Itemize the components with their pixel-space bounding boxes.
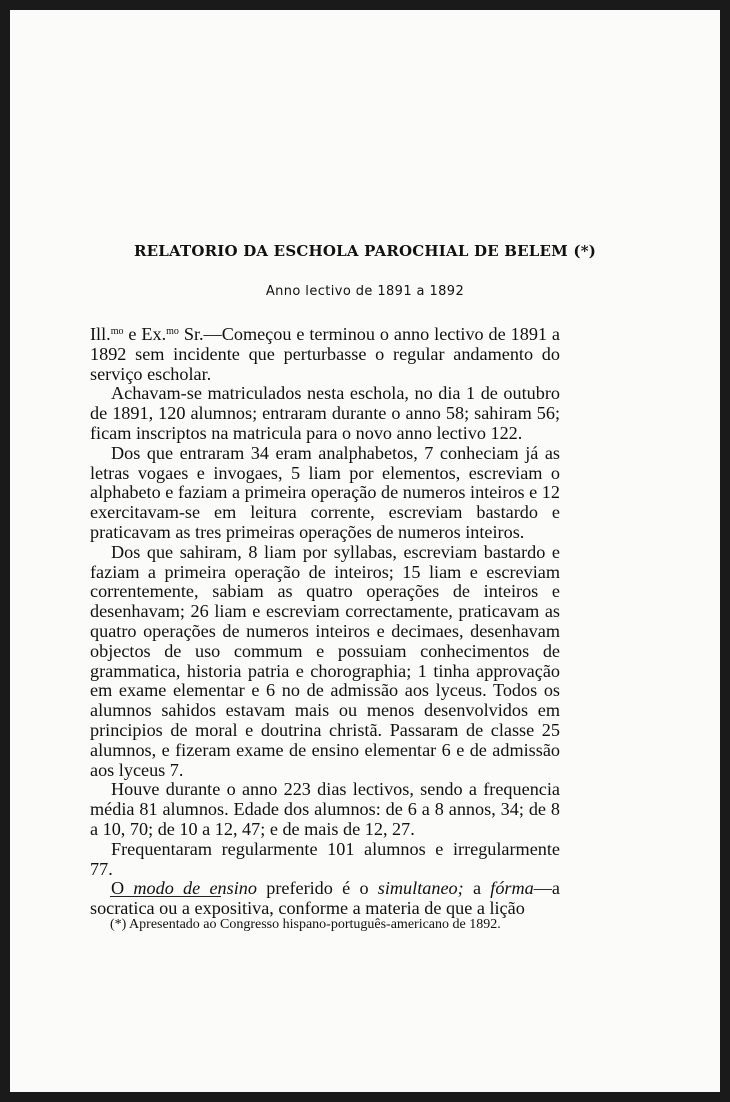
paragraph-entrants: Dos que entraram 34 eram analphabetos, 7 conheciam já as letras vogaes e invogaes, 5 liam por elementos, escreviam o alphabeto e faziam a primeira operação de numeros inteiros e 12 exercitavam-se em leitura corrente, escreviam bastardo e praticavam as tres primeiras operações de numeros inteiros.: [90, 442, 560, 542]
report-title: RELATORIO DA ESCHOLA PAROCHIAL DE BELEM (*): [133, 242, 597, 260]
paragraph-teaching-method: [90, 879, 560, 919]
method-text-3: a: [463, 878, 491, 899]
paragraph-leavers: Dos que sahiram, 8 liam por syllabas, escreviam bastardo e faziam a primeira operação de inteiros; 15 liam e escreviam correntemente, sabiam as quatro operações de inteiros e desenhavam; 26 liam e escreviam correctamente, praticavam as quatro operações de numeros inteiros e decimaes, desenhavam objectos de uso commum e possuiam conhecimentos de grammatica, historia patria e chorographia; 1 tinha approvação em exame elementar e 6 no de admissão aos lyceus. Todos os alumnos sahidos estavam mais ou menos desenvolvidos em principios de moral e doutrina christã. Passaram de classe 25 alumnos, e fizeram exame de ensino elementar 6 e de admissão aos lyceus 7.: [90, 541, 560, 780]
salutation-ill-sup: mo: [110, 326, 124, 337]
method-italic-1: modo de ensino: [133, 878, 257, 899]
method-text-4: —a socratica ou a expositiva, conforme a materia de que a lição: [90, 878, 560, 919]
salutation-conj: e Ex.: [123, 324, 167, 344]
footnote-rule: [110, 896, 221, 897]
method-text-2: preferido é o: [256, 878, 378, 899]
salutation-text: Sr.—Começou e terminou o anno lectivo de 1891 a 1892 sem incidente que perturbasse o regular andamento do serviço escholar.: [90, 324, 560, 384]
paragraph-attendance: Houve durante o anno 223 dias lectivos, sendo a frequencia média 81 alumnos. Edade dos alumnos: de 6 a 8 annos, 34; de 8 a 10, 70; de 10 a 12, 47; e de mais de 12, 27.: [90, 779, 560, 839]
salutation-ex-sup: mo: [166, 326, 179, 337]
method-text-1: O: [111, 878, 134, 899]
footnote: (*) Apresentado ao Congresso hispano-português-americano de 1892.: [110, 917, 501, 932]
report-body: [90, 325, 560, 919]
paragraph-frequency: Frequentaram regularmente 101 alumnos e irregularmente 77.: [90, 838, 560, 879]
paragraph-enrollment: Achavam-se matriculados nesta eschola, no dia 1 de outubro de 1891, 120 alumnos; entraram durante o anno 58; sahiram 56; ficam inscriptos na matricula para o novo anno lectivo 122.: [90, 383, 560, 443]
salutation-ill: Ill.: [90, 324, 111, 344]
report-subtitle: Anno lectivo de 1891 a 1892: [265, 284, 465, 299]
salutation-paragraph: [90, 325, 560, 384]
method-italic-3: fórma: [490, 878, 534, 899]
method-italic-2: simultaneo;: [377, 878, 464, 899]
document-page: [10, 10, 720, 1092]
